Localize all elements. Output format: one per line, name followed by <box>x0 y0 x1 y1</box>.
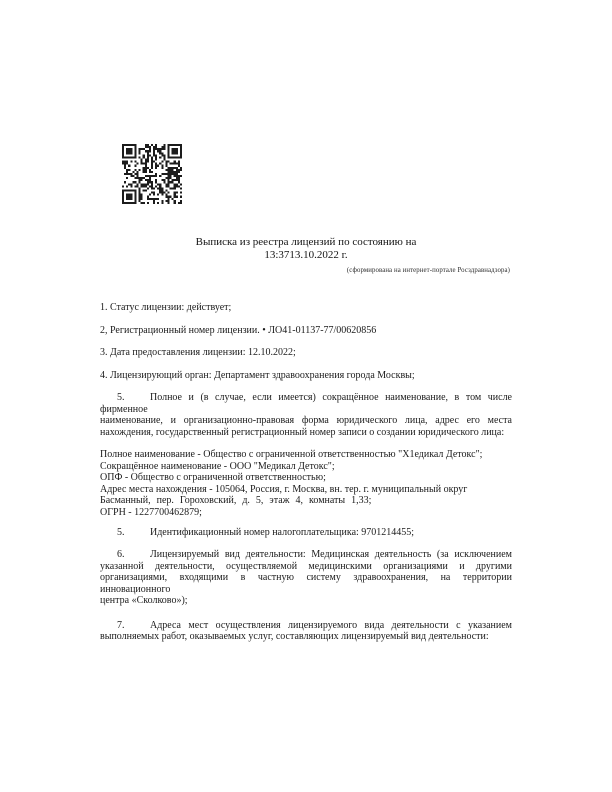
paragraph-number: 5. <box>117 392 125 403</box>
title-line-2: 13:3713.10.2022 г. <box>264 249 348 261</box>
title-line-1: Выписка из реестра лицензий по состоянию на <box>195 236 417 248</box>
qr-code <box>122 144 182 204</box>
qr-code-svg <box>122 144 182 204</box>
text-line: Басманный, пер. Гороховский, д. 5, этаж 4, комнаты 1,33; <box>100 495 372 506</box>
paragraph-number: 7. <box>117 619 125 631</box>
text-line: указанной деятельности, осуществляемой медицинскими организациями и другими <box>100 560 512 572</box>
text-line: 1. Статус лицензии: действует; <box>100 302 232 313</box>
text-line: Полное наименование - Общество с ограниченной ответственностью "Х1едикал Детокс"; <box>100 449 483 460</box>
text-line: 3. Дата предоставления лицензии: 12.10.2022; <box>100 347 296 358</box>
text-line: 5. Идентификационный номер налогоплательщика: 9701214455; <box>100 527 512 539</box>
paragraph-number: 6. <box>117 549 125 560</box>
text-line: выполняемых работ, оказываемых услуг, составляющих лицензируемый вид деятельности: <box>100 631 489 642</box>
generated-note: (сформирована на интернет-портале Росздравнадзора) <box>346 267 510 274</box>
text-line: 4. Лицензирующий орган: Департамент здравоохранения города Москвы; <box>100 369 415 381</box>
text-line: 2, Регистрационный номер лицензии. • ЛО41-01137-77/00620856 <box>100 324 377 336</box>
license-items <box>100 302 512 381</box>
document-title <box>100 236 512 262</box>
document-body <box>100 302 512 643</box>
paragraph-6 <box>100 549 512 607</box>
text-line: центра «Сколково»); <box>100 595 188 606</box>
text-line: 7. Адреса мест осуществления лицензируемого вида деятельности с указанием <box>100 620 512 632</box>
paragraph-5-inn <box>100 527 512 539</box>
text-line: Сокращённое наименование - ООО "Медикал Детокс"; <box>100 460 335 472</box>
text-line: 5. Полное и (в случае, если имеется) сокращённое наименование, в том числе фирменное <box>100 392 512 415</box>
text-line: организациями, входящими в частную систему здравоохранения, на территории инновационного <box>100 572 512 595</box>
text-line: наименование, и организационно-правовая форма юридического лица, адрес его места <box>100 415 512 426</box>
text-line: ОГРН - 1227700462879; <box>100 506 202 518</box>
text-line: нахождения, государственный регистрационный номер записи о создании юридического лица: <box>100 426 505 438</box>
text-line: 6. Лицензируемый вид деятельности: Медицинская деятельность (за исключением <box>100 549 512 561</box>
paragraph-number: 5. <box>117 526 125 538</box>
org-details <box>100 449 512 518</box>
paragraph-5-intro <box>100 392 512 438</box>
text-line: Адрес места нахождения - 105064, Россия, г. Москва, вн. тер. г. муниципальный округ <box>100 483 468 495</box>
paragraph-7 <box>100 620 512 643</box>
text-line: ОПФ - Общество с ограниченной ответственностью; <box>100 472 326 483</box>
